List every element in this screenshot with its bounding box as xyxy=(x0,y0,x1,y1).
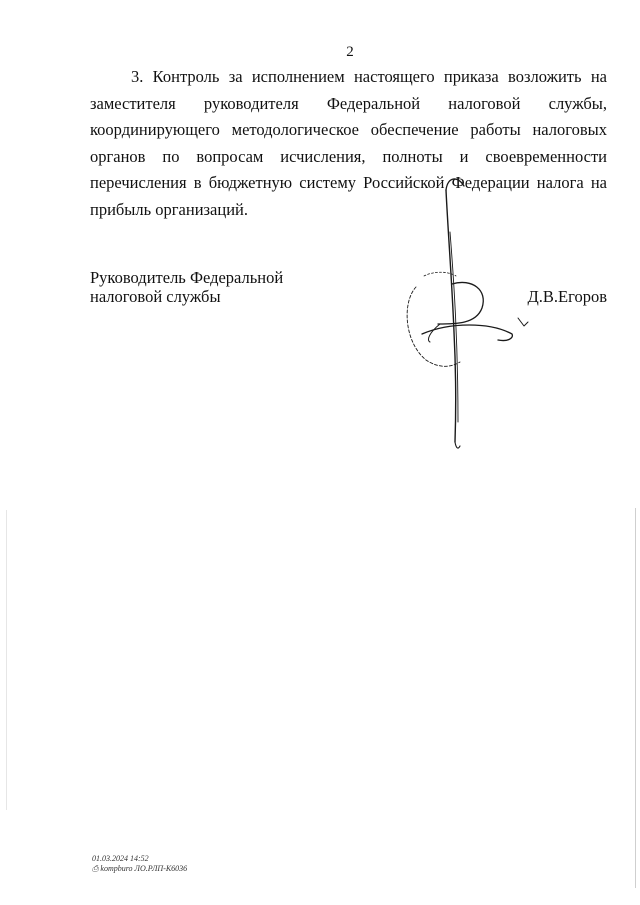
footer-timestamp: 01.03.2024 14:52 xyxy=(92,854,149,863)
document-icon: ⎙ xyxy=(92,864,99,873)
signatory-title xyxy=(90,268,283,306)
signatory-title-line-1: Руководитель Федеральной xyxy=(90,268,284,287)
page-number: 2 xyxy=(346,44,354,60)
footer-stamp xyxy=(92,854,187,874)
signatory-title-line-2: налоговой службы xyxy=(90,287,221,306)
scan-edge-mark-left xyxy=(6,510,7,810)
paragraph-3: 3. Контроль за исполнением настоящего приказа возложить на заместителя руководителя Федеральной налоговой службы, координирующего методологическое обеспечение работы налоговых органов по вопросам исчисления, полноты и своевременности перечисления в бюджетную систему Российской Федерации налога на прибыль организаций. xyxy=(90,67,607,219)
footer-document-code: ⎙ kompburo ЛО.РЛП-К6036 xyxy=(92,864,188,873)
scan-edge-mark xyxy=(635,508,636,888)
handwritten-signature xyxy=(390,172,540,454)
signatory-name: Д.В.Егоров xyxy=(527,287,607,306)
